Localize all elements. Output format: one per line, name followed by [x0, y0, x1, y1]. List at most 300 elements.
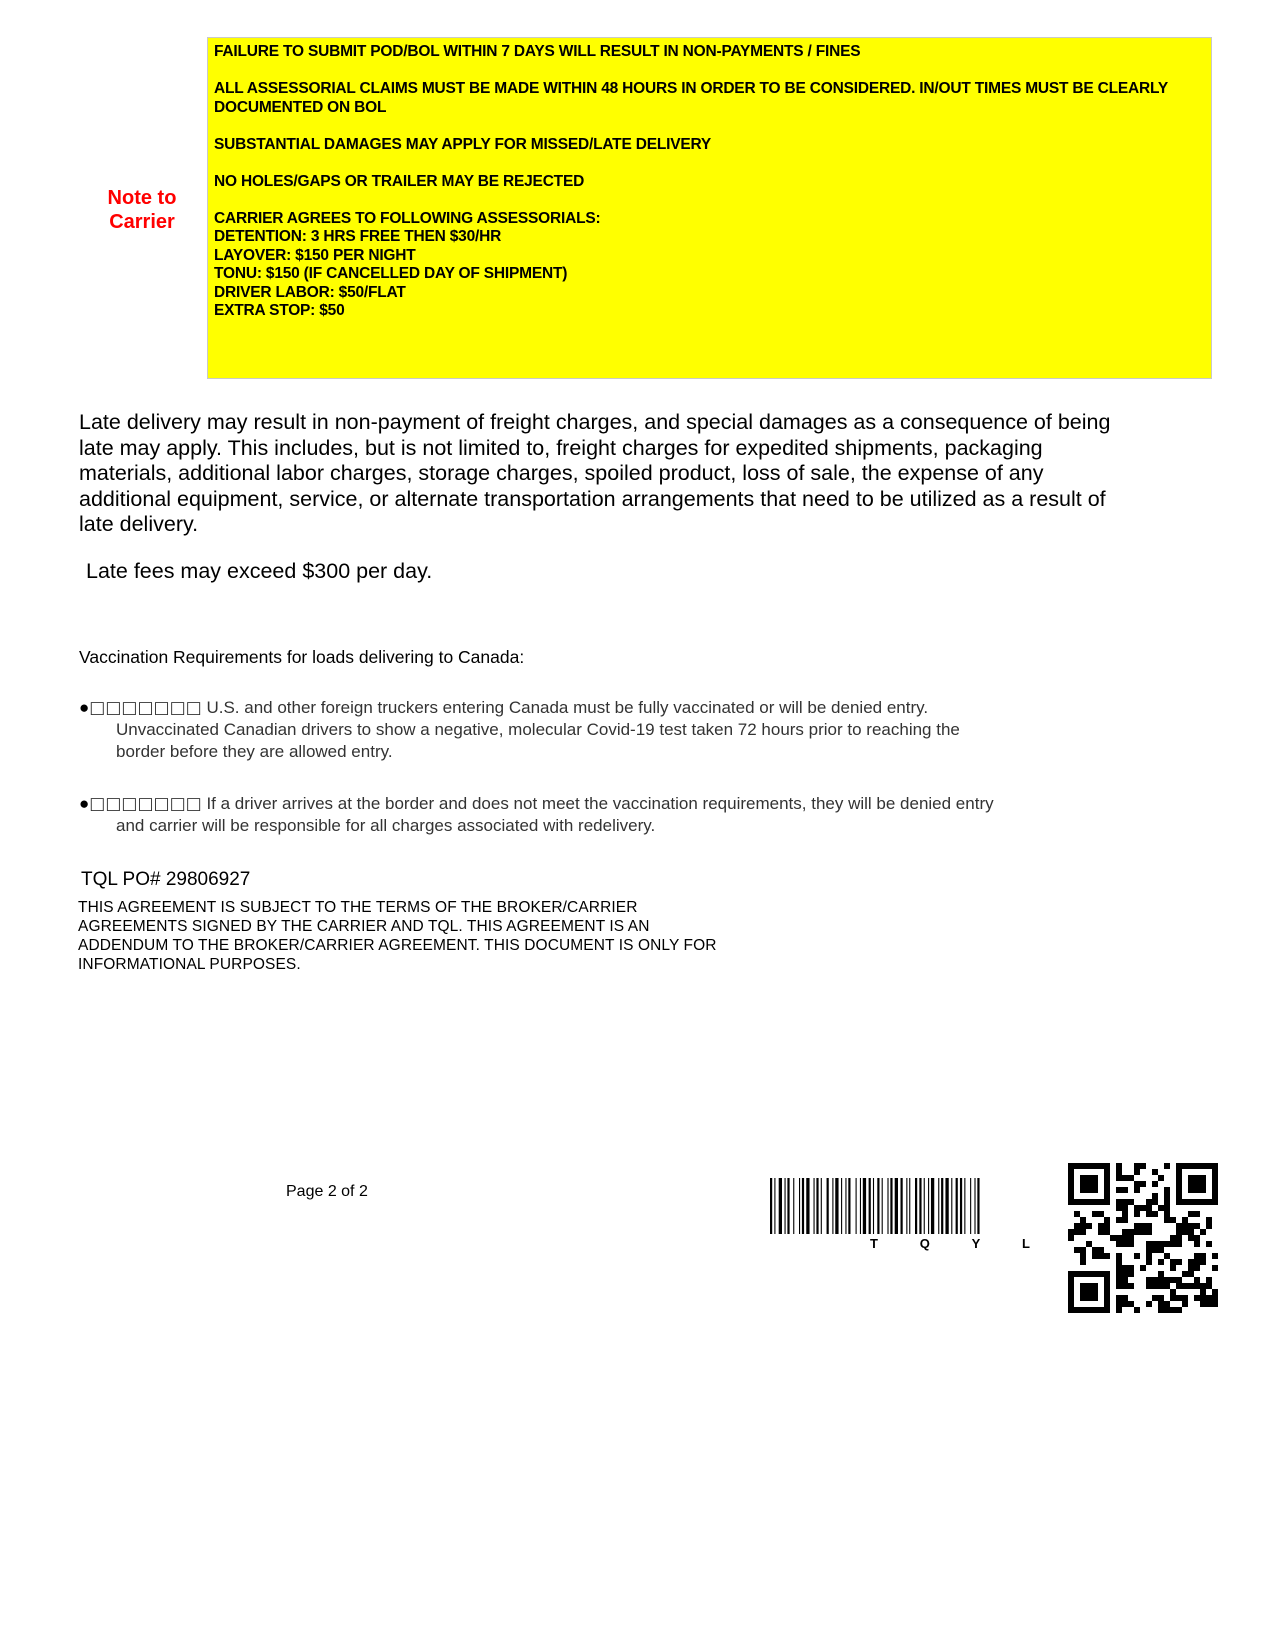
qr-module — [1140, 1205, 1146, 1211]
qr-module — [1068, 1235, 1074, 1241]
qr-module — [1068, 1289, 1074, 1295]
qr-module — [1086, 1223, 1092, 1229]
qr-module — [1104, 1301, 1110, 1307]
qr-module — [1074, 1163, 1080, 1169]
qr-module — [1206, 1163, 1212, 1169]
qr-module — [1146, 1205, 1152, 1211]
qr-module — [1140, 1265, 1146, 1271]
qr-module — [1092, 1289, 1098, 1295]
barcode-bar — [873, 1178, 874, 1234]
qr-module — [1134, 1211, 1140, 1217]
qr-module — [1098, 1307, 1104, 1313]
qr-module — [1182, 1163, 1188, 1169]
qr-module — [1146, 1301, 1152, 1307]
qr-module — [1098, 1223, 1104, 1229]
qr-module — [1176, 1259, 1182, 1265]
qr-module — [1146, 1229, 1152, 1235]
qr-module — [1206, 1199, 1212, 1205]
qr-module — [1116, 1235, 1122, 1241]
qr-module — [1098, 1211, 1104, 1217]
qr-module — [1104, 1169, 1110, 1175]
qr-module — [1182, 1271, 1188, 1277]
qr-module — [1092, 1163, 1098, 1169]
qr-module — [1206, 1217, 1212, 1223]
qr-module — [1164, 1187, 1170, 1193]
qr-module — [1086, 1199, 1092, 1205]
qr-module — [1104, 1289, 1110, 1295]
barcode-bar — [974, 1178, 975, 1234]
note-assessorial-claims: ALL ASSESSORIAL CLAIMS MUST BE MADE WITHIN 48 HOURS IN ORDER TO BE CONSIDERED. IN/OUT TIMES MUST BE CLEARLY DOCUMENTED ON BOL — [214, 80, 1168, 116]
qr-module — [1128, 1271, 1134, 1277]
qr-module — [1122, 1211, 1128, 1217]
accessorial-item: DETENTION: 3 HRS FREE THEN $30/HR — [214, 228, 502, 245]
qr-module — [1122, 1235, 1128, 1241]
qr-module — [1074, 1271, 1080, 1277]
qr-module — [1158, 1307, 1164, 1313]
barcode-bar — [977, 1178, 979, 1234]
qr-module — [1188, 1283, 1194, 1289]
qr-module — [1212, 1253, 1218, 1259]
qr-module — [1146, 1211, 1152, 1217]
qr-module — [1080, 1247, 1086, 1253]
qr-module — [1104, 1277, 1110, 1283]
qr-module — [1176, 1223, 1182, 1229]
barcode-bar — [915, 1178, 917, 1234]
qr-module — [1212, 1301, 1218, 1307]
qr-module — [1086, 1181, 1092, 1187]
qr-module — [1116, 1163, 1122, 1169]
qr-module — [1176, 1199, 1182, 1205]
accessorial-item: DRIVER LABOR: $50/FLAT — [214, 283, 406, 301]
qr-module — [1092, 1187, 1098, 1193]
qr-module — [1092, 1271, 1098, 1277]
qr-module — [1116, 1295, 1122, 1301]
qr-module — [1194, 1199, 1200, 1205]
qr-module — [1080, 1259, 1086, 1265]
qr-module — [1116, 1277, 1122, 1283]
barcode-bar — [806, 1178, 809, 1234]
qr-module — [1092, 1199, 1098, 1205]
qr-module — [1194, 1223, 1200, 1229]
qr-module — [1158, 1271, 1164, 1277]
qr-module — [1086, 1307, 1092, 1313]
qr-module — [1176, 1295, 1182, 1301]
qr-module — [1164, 1241, 1170, 1247]
barcode-image — [770, 1178, 1060, 1234]
barcode-bar — [863, 1178, 866, 1234]
barcode-letter: T — [870, 1236, 878, 1251]
qr-module — [1146, 1241, 1152, 1247]
note-pod-bol: FAILURE TO SUBMIT POD/BOL WITHIN 7 DAYS WILL RESULT IN NON-PAYMENTS / FINES — [214, 43, 861, 60]
qr-module — [1188, 1235, 1194, 1241]
qr-module — [1188, 1181, 1194, 1187]
qr-module — [1170, 1289, 1176, 1295]
qr-module — [1068, 1169, 1074, 1175]
qr-module — [1104, 1181, 1110, 1187]
qr-module — [1188, 1265, 1194, 1271]
qr-module — [1086, 1241, 1092, 1247]
qr-module — [1116, 1307, 1122, 1313]
qr-module — [1116, 1205, 1122, 1211]
barcode-bar — [785, 1178, 786, 1234]
late-delivery-paragraph: Late delivery may result in non-payment of freight charges, and special damages as a consequence of being late may apply. This includes, but is not limited to, freight charges for expedited shipments, packaging materials, additional labor charges, storage charges, spoiled product, loss of sale, the expense of any additional equipment, service, or alternate transportation arrangements that need to be utilized as a result of late delivery. — [79, 410, 1111, 536]
qr-module — [1104, 1253, 1110, 1259]
qr-module — [1164, 1307, 1170, 1313]
qr-module — [1176, 1235, 1182, 1241]
qr-module — [1080, 1163, 1086, 1169]
qr-module — [1164, 1163, 1170, 1169]
barcode-bar — [802, 1178, 804, 1234]
qr-module — [1098, 1253, 1104, 1259]
qr-module — [1074, 1307, 1080, 1313]
qr-module — [1158, 1277, 1164, 1283]
qr-module — [1176, 1229, 1182, 1235]
note-label-line2: Carrier — [109, 211, 175, 233]
accessorial-item: EXTRA STOP: $50 — [214, 302, 345, 319]
missing-glyph-boxes: □□□□□□□ — [89, 698, 202, 718]
qr-module — [1122, 1217, 1128, 1223]
qr-module — [1128, 1241, 1134, 1247]
qr-module — [1206, 1277, 1212, 1283]
qr-module — [1134, 1307, 1140, 1313]
qr-module — [1134, 1223, 1140, 1229]
qr-module — [1200, 1301, 1206, 1307]
qr-module — [1194, 1175, 1200, 1181]
qr-module — [1086, 1175, 1092, 1181]
qr-module — [1200, 1199, 1206, 1205]
barcode-bar — [909, 1178, 910, 1234]
qr-module — [1146, 1283, 1152, 1289]
qr-module — [1170, 1277, 1176, 1283]
qr-module — [1152, 1283, 1158, 1289]
qr-module — [1152, 1241, 1158, 1247]
qr-module — [1200, 1163, 1206, 1169]
barcode-bar — [919, 1178, 921, 1234]
accessorial-item: LAYOVER: $150 PER NIGHT — [214, 246, 416, 264]
barcode-bar — [787, 1178, 789, 1234]
qr-module — [1092, 1211, 1098, 1217]
qr-module — [1068, 1301, 1074, 1307]
barcode-bar — [877, 1178, 879, 1234]
bullet2-text-line2: and carrier will be responsible for all charges associated with redelivery. — [116, 816, 656, 835]
qr-module — [1194, 1265, 1200, 1271]
qr-module — [1080, 1253, 1086, 1259]
qr-module — [1122, 1277, 1128, 1283]
qr-module — [1068, 1229, 1074, 1235]
qr-module — [1086, 1163, 1092, 1169]
qr-module — [1104, 1163, 1110, 1169]
qr-module — [1122, 1241, 1128, 1247]
qr-module — [1164, 1277, 1170, 1283]
barcode-bar — [951, 1178, 952, 1234]
note-label-line1: Note to — [107, 187, 177, 209]
bullet-marker: ● — [79, 698, 90, 717]
qr-module — [1140, 1163, 1146, 1169]
bullet2-text-line1: If a driver arrives at the border and does not meet the vaccination requirements, they will be denied entry — [206, 794, 994, 813]
qr-module — [1152, 1199, 1158, 1205]
qr-module — [1194, 1277, 1200, 1283]
page-number: Page 2 of 2 — [286, 1183, 368, 1200]
qr-module — [1158, 1301, 1164, 1307]
qr-module — [1176, 1187, 1182, 1193]
qr-module — [1068, 1193, 1074, 1199]
qr-module — [1098, 1199, 1104, 1205]
qr-module — [1098, 1271, 1104, 1277]
qr-module — [1074, 1223, 1080, 1229]
agreement-line: THIS AGREEMENT IS SUBJECT TO THE TERMS OF THE BROKER/CARRIER — [78, 899, 638, 916]
qr-module — [1164, 1199, 1170, 1205]
barcode-bar — [970, 1178, 971, 1234]
qr-module — [1086, 1187, 1092, 1193]
qr-module — [1110, 1235, 1116, 1241]
barcode-bar — [845, 1178, 846, 1234]
qr-module — [1206, 1283, 1212, 1289]
qr-module — [1176, 1241, 1182, 1247]
bullet1-text-line1: U.S. and other foreign truckers entering Canada must be fully vaccinated or will be denied entry. — [206, 698, 929, 717]
qr-module — [1212, 1163, 1218, 1169]
vaccination-bullet-2 — [79, 793, 1079, 837]
qr-module — [1200, 1181, 1206, 1187]
qr-module — [1116, 1175, 1122, 1181]
qr-module — [1200, 1253, 1206, 1259]
qr-module — [1206, 1223, 1212, 1229]
qr-module — [1104, 1217, 1110, 1223]
qr-module — [1164, 1301, 1170, 1307]
qr-module — [1158, 1295, 1164, 1301]
qr-module — [1092, 1181, 1098, 1187]
qr-module — [1170, 1265, 1176, 1271]
qr-module — [1074, 1199, 1080, 1205]
qr-module — [1116, 1217, 1122, 1223]
qr-module — [1074, 1229, 1080, 1235]
bullet-marker: ● — [79, 794, 90, 813]
qr-module — [1086, 1289, 1092, 1295]
qr-module — [1092, 1295, 1098, 1301]
barcode-letter: Y — [971, 1236, 981, 1251]
qr-module — [1080, 1295, 1086, 1301]
qr-module — [1068, 1295, 1074, 1301]
qr-module — [1152, 1211, 1158, 1217]
barcode-bar — [901, 1178, 903, 1234]
qr-module — [1194, 1295, 1200, 1301]
qr-module — [1080, 1283, 1086, 1289]
qr-module — [1212, 1193, 1218, 1199]
qr-module — [1194, 1241, 1200, 1247]
qr-module — [1212, 1169, 1218, 1175]
qr-module — [1122, 1283, 1128, 1289]
qr-module — [1104, 1187, 1110, 1193]
qr-module — [1092, 1283, 1098, 1289]
carrier-note-box — [207, 37, 1212, 379]
qr-module — [1170, 1217, 1176, 1223]
qr-module — [1158, 1283, 1164, 1289]
qr-module — [1152, 1277, 1158, 1283]
qr-module — [1116, 1259, 1122, 1265]
qr-module — [1146, 1199, 1152, 1205]
qr-module — [1158, 1205, 1164, 1211]
barcode-bar — [895, 1178, 898, 1234]
barcode-letter: L — [1022, 1236, 1030, 1251]
qr-module — [1068, 1307, 1074, 1313]
qr-module — [1164, 1217, 1170, 1223]
barcode-bar — [882, 1178, 883, 1234]
qr-module — [1182, 1223, 1188, 1229]
qr-module — [1176, 1163, 1182, 1169]
qr-module — [1140, 1223, 1146, 1229]
vaccination-bullet-1 — [79, 697, 1079, 763]
qr-module — [1188, 1175, 1194, 1181]
qr-module — [1104, 1307, 1110, 1313]
qr-module — [1182, 1199, 1188, 1205]
qr-module — [1194, 1163, 1200, 1169]
qr-module — [1116, 1265, 1122, 1271]
qr-module — [1098, 1247, 1104, 1253]
barcode-bar — [779, 1178, 782, 1234]
bullet1-text-line2: Unvaccinated Canadian drivers to show a negative, molecular Covid-19 test taken 72 hours prior to reaching the — [116, 720, 960, 739]
qr-module — [1152, 1193, 1158, 1199]
qr-module — [1176, 1169, 1182, 1175]
qr-module — [1116, 1283, 1122, 1289]
qr-module — [1134, 1181, 1140, 1187]
qr-module — [1200, 1283, 1206, 1289]
qr-module — [1098, 1229, 1104, 1235]
qr-module — [1128, 1235, 1134, 1241]
qr-module — [1212, 1295, 1218, 1301]
agreement-line: ADDENDUM TO THE BROKER/CARRIER AGREEMENT. THIS DOCUMENT IS ONLY FOR — [78, 937, 717, 954]
accessorials-heading: CARRIER AGREES TO FOLLOWING ASSESSORIALS: — [214, 209, 601, 227]
qr-module — [1182, 1283, 1188, 1289]
qr-module — [1188, 1199, 1194, 1205]
tql-po-number: TQL PO# 29806927 — [81, 869, 251, 890]
qr-module — [1200, 1295, 1206, 1301]
qr-module — [1176, 1175, 1182, 1181]
barcode-bar — [774, 1178, 775, 1234]
qr-module — [1212, 1265, 1218, 1271]
qr-module — [1206, 1241, 1212, 1247]
qr-module — [1194, 1187, 1200, 1193]
qr-module — [1200, 1187, 1206, 1193]
qr-module — [1116, 1199, 1122, 1205]
qr-module — [1146, 1247, 1152, 1253]
qr-module — [1188, 1187, 1194, 1193]
qr-module — [1128, 1175, 1134, 1181]
qr-module — [1188, 1211, 1194, 1217]
barcode-bar — [832, 1178, 833, 1234]
qr-module — [1140, 1229, 1146, 1235]
qr-module — [1080, 1289, 1086, 1295]
late-fees-text: Late fees may exceed $300 per day. — [86, 559, 433, 583]
qr-module — [1170, 1307, 1176, 1313]
qr-module — [1152, 1247, 1158, 1253]
qr-module — [1122, 1199, 1128, 1205]
qr-module — [1188, 1163, 1194, 1169]
qr-module — [1182, 1301, 1188, 1307]
qr-module — [1182, 1295, 1188, 1301]
qr-module — [1122, 1187, 1128, 1193]
qr-module — [1122, 1295, 1128, 1301]
barcode-bar — [814, 1178, 815, 1234]
qr-module — [1188, 1271, 1194, 1277]
barcode-bar — [869, 1178, 871, 1234]
qr-module — [1128, 1229, 1134, 1235]
barcode-bar — [928, 1178, 929, 1234]
qr-module — [1086, 1271, 1092, 1277]
qr-module — [1194, 1235, 1200, 1241]
qr-module — [1116, 1301, 1122, 1307]
note-holes-gaps: NO HOLES/GAPS OR TRAILER MAY BE REJECTED — [214, 172, 585, 190]
qr-module — [1104, 1175, 1110, 1181]
qr-module — [1080, 1199, 1086, 1205]
qr-module — [1194, 1283, 1200, 1289]
qr-module — [1128, 1283, 1134, 1289]
qr-module — [1176, 1277, 1182, 1283]
qr-module — [1068, 1175, 1074, 1181]
qr-module — [1128, 1301, 1134, 1307]
barcode-bar — [793, 1178, 794, 1234]
qr-module — [1122, 1175, 1128, 1181]
note-substantial-damages: SUBSTANTIAL DAMAGES MAY APPLY FOR MISSED/LATE DELIVERY — [214, 135, 712, 153]
qr-module — [1080, 1223, 1086, 1229]
barcode-bar — [956, 1178, 958, 1234]
qr-module — [1134, 1187, 1140, 1193]
barcode-bar — [906, 1178, 907, 1234]
barcode-bar — [924, 1178, 925, 1234]
qr-module — [1194, 1259, 1200, 1265]
qr-module — [1122, 1229, 1128, 1235]
qr-module — [1122, 1301, 1128, 1307]
qr-module — [1134, 1169, 1140, 1175]
barcode-bar — [799, 1178, 800, 1234]
qr-module — [1152, 1295, 1158, 1301]
qr-module — [1122, 1205, 1128, 1211]
qr-module — [1176, 1181, 1182, 1187]
qr-module — [1134, 1229, 1140, 1235]
qr-module — [1080, 1271, 1086, 1277]
qr-module — [1182, 1229, 1188, 1235]
qr-module — [1104, 1229, 1110, 1235]
accessorials-list — [214, 210, 1205, 321]
qr-module — [1104, 1295, 1110, 1301]
qr-module — [1188, 1223, 1194, 1229]
qr-module — [1212, 1199, 1218, 1205]
qr-module — [1158, 1241, 1164, 1247]
qr-module — [1086, 1283, 1092, 1289]
barcode-bar — [860, 1178, 861, 1234]
qr-module — [1068, 1181, 1074, 1187]
qr-module — [1116, 1241, 1122, 1247]
qr-module — [1176, 1307, 1182, 1313]
qr-module — [1128, 1199, 1134, 1205]
qr-module — [1134, 1163, 1140, 1169]
qr-module — [1212, 1175, 1218, 1181]
barcode-bar — [964, 1178, 965, 1234]
qr-module — [1116, 1271, 1122, 1277]
qr-module — [1068, 1283, 1074, 1289]
qr-module — [1164, 1253, 1170, 1259]
qr-module — [1092, 1175, 1098, 1181]
barcode-bar — [931, 1178, 934, 1234]
qr-module — [1098, 1163, 1104, 1169]
qr-module — [1176, 1193, 1182, 1199]
qr-module — [1188, 1229, 1194, 1235]
qr-module — [1182, 1217, 1188, 1223]
barcode-caption — [870, 1236, 1030, 1251]
qr-module — [1086, 1295, 1092, 1301]
qr-code-image — [1068, 1163, 1218, 1313]
missing-glyph-boxes: □□□□□□□ — [89, 794, 202, 814]
qr-module — [1164, 1283, 1170, 1289]
qr-module — [1176, 1283, 1182, 1289]
